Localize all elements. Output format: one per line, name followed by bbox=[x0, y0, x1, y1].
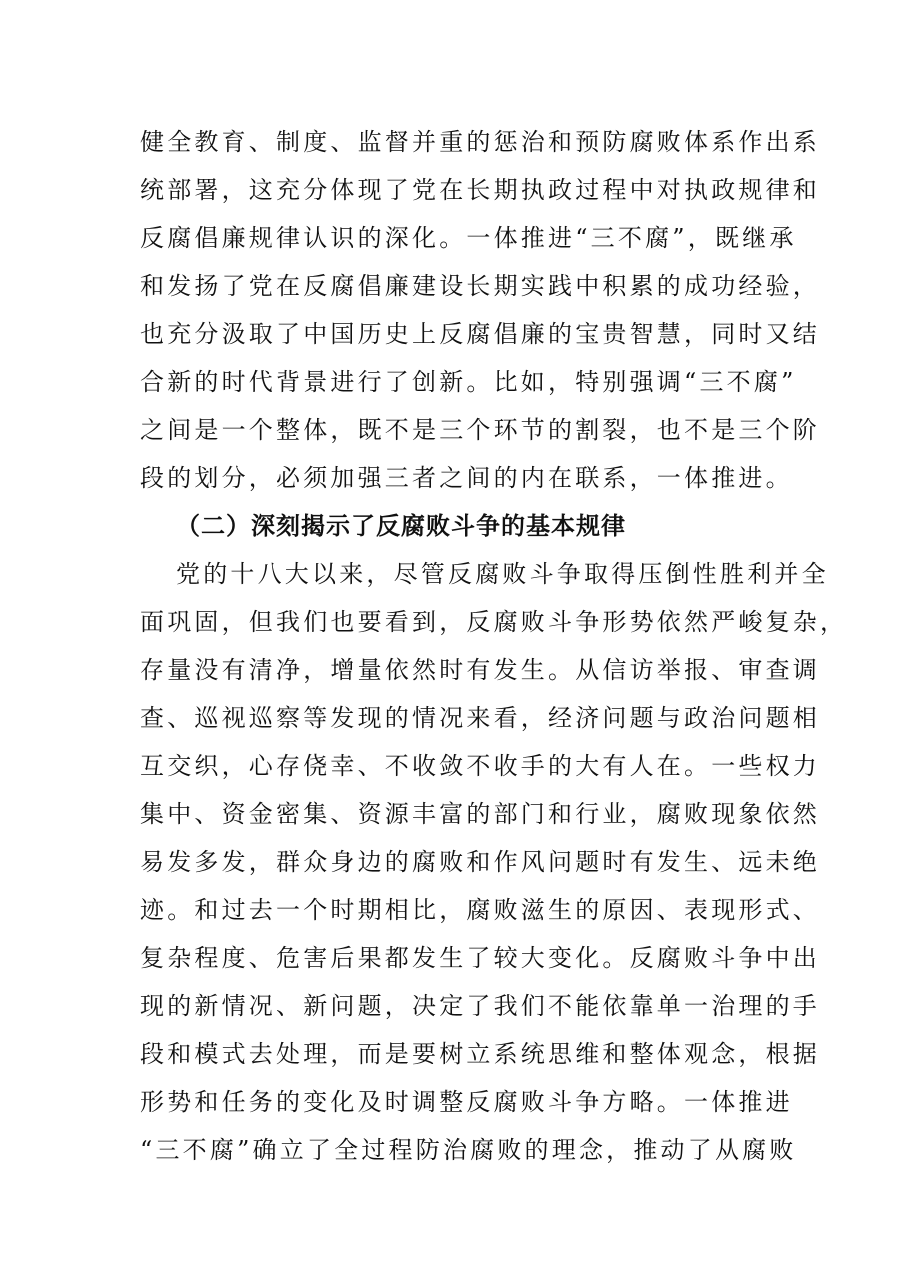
body-text-line: 查、巡视巡察等发现的情况来看，经济问题与政治问题相 bbox=[140, 704, 820, 732]
body-text-line: 和发扬了党在反腐倡廉建设长期实践中积累的成功经验， bbox=[140, 272, 820, 300]
body-text-line: 段和模式去处理，而是要树立系统思维和整体观念，根据 bbox=[140, 1040, 820, 1068]
body-text-line: 复杂程度、危害后果都发生了较大变化。反腐败斗争中出 bbox=[140, 944, 820, 972]
body-text-line: 互交织，心存侥幸、不收敛不收手的大有人在。一些权力 bbox=[140, 752, 820, 780]
body-text-line: 面巩固，但我们也要看到，反腐败斗争形势依然严峻复杂， bbox=[140, 608, 848, 636]
body-text-line: 迹。和过去一个时期相比，腐败滋生的原因、表现形式、 bbox=[140, 896, 820, 924]
body-text-line: 健全教育、制度、监督并重的惩治和预防腐败体系作出系 bbox=[140, 128, 820, 156]
paragraph-first-line: 党的十八大以来，尽管反腐败斗争取得压倒性胜利并全 bbox=[176, 560, 829, 588]
body-text-line: 现的新情况、新问题，决定了我们不能依靠单一治理的手 bbox=[140, 992, 820, 1020]
body-text-line: 存量没有清净，增量依然时有发生。从信访举报、审查调 bbox=[140, 656, 820, 684]
body-text-line: 统部署，这充分体现了党在长期执政过程中对执政规律和 bbox=[140, 176, 820, 204]
body-text-line: 也充分汲取了中国历史上反腐倡廉的宝贵智慧，同时又结 bbox=[140, 320, 820, 348]
body-text-line: 合新的时代背景进行了创新。比如，特别强调“三不腐” bbox=[140, 368, 797, 396]
body-text-line: 集中、资金密集、资源丰富的部门和行业，腐败现象依然 bbox=[140, 800, 820, 828]
body-text-line: 段的划分，必须加强三者之间的内在联系，一体推进。 bbox=[140, 464, 793, 492]
body-text-line: 反腐倡廉规律认识的深化。一体推进“三不腐”，既继承 bbox=[140, 224, 797, 252]
body-text-line: 形势和任务的变化及时调整反腐败斗争方略。一体推进 bbox=[140, 1088, 793, 1116]
section-heading: （二）深刻揭示了反腐败斗争的基本规律 bbox=[176, 512, 626, 540]
body-text-line: 之间是一个整体，既不是三个环节的割裂，也不是三个阶 bbox=[140, 416, 820, 444]
body-text-line: 易发多发，群众身边的腐败和作风问题时有发生、远未绝 bbox=[140, 848, 820, 876]
body-text-line: “三不腐”确立了全过程防治腐败的理念，推动了从腐败 bbox=[140, 1136, 797, 1164]
